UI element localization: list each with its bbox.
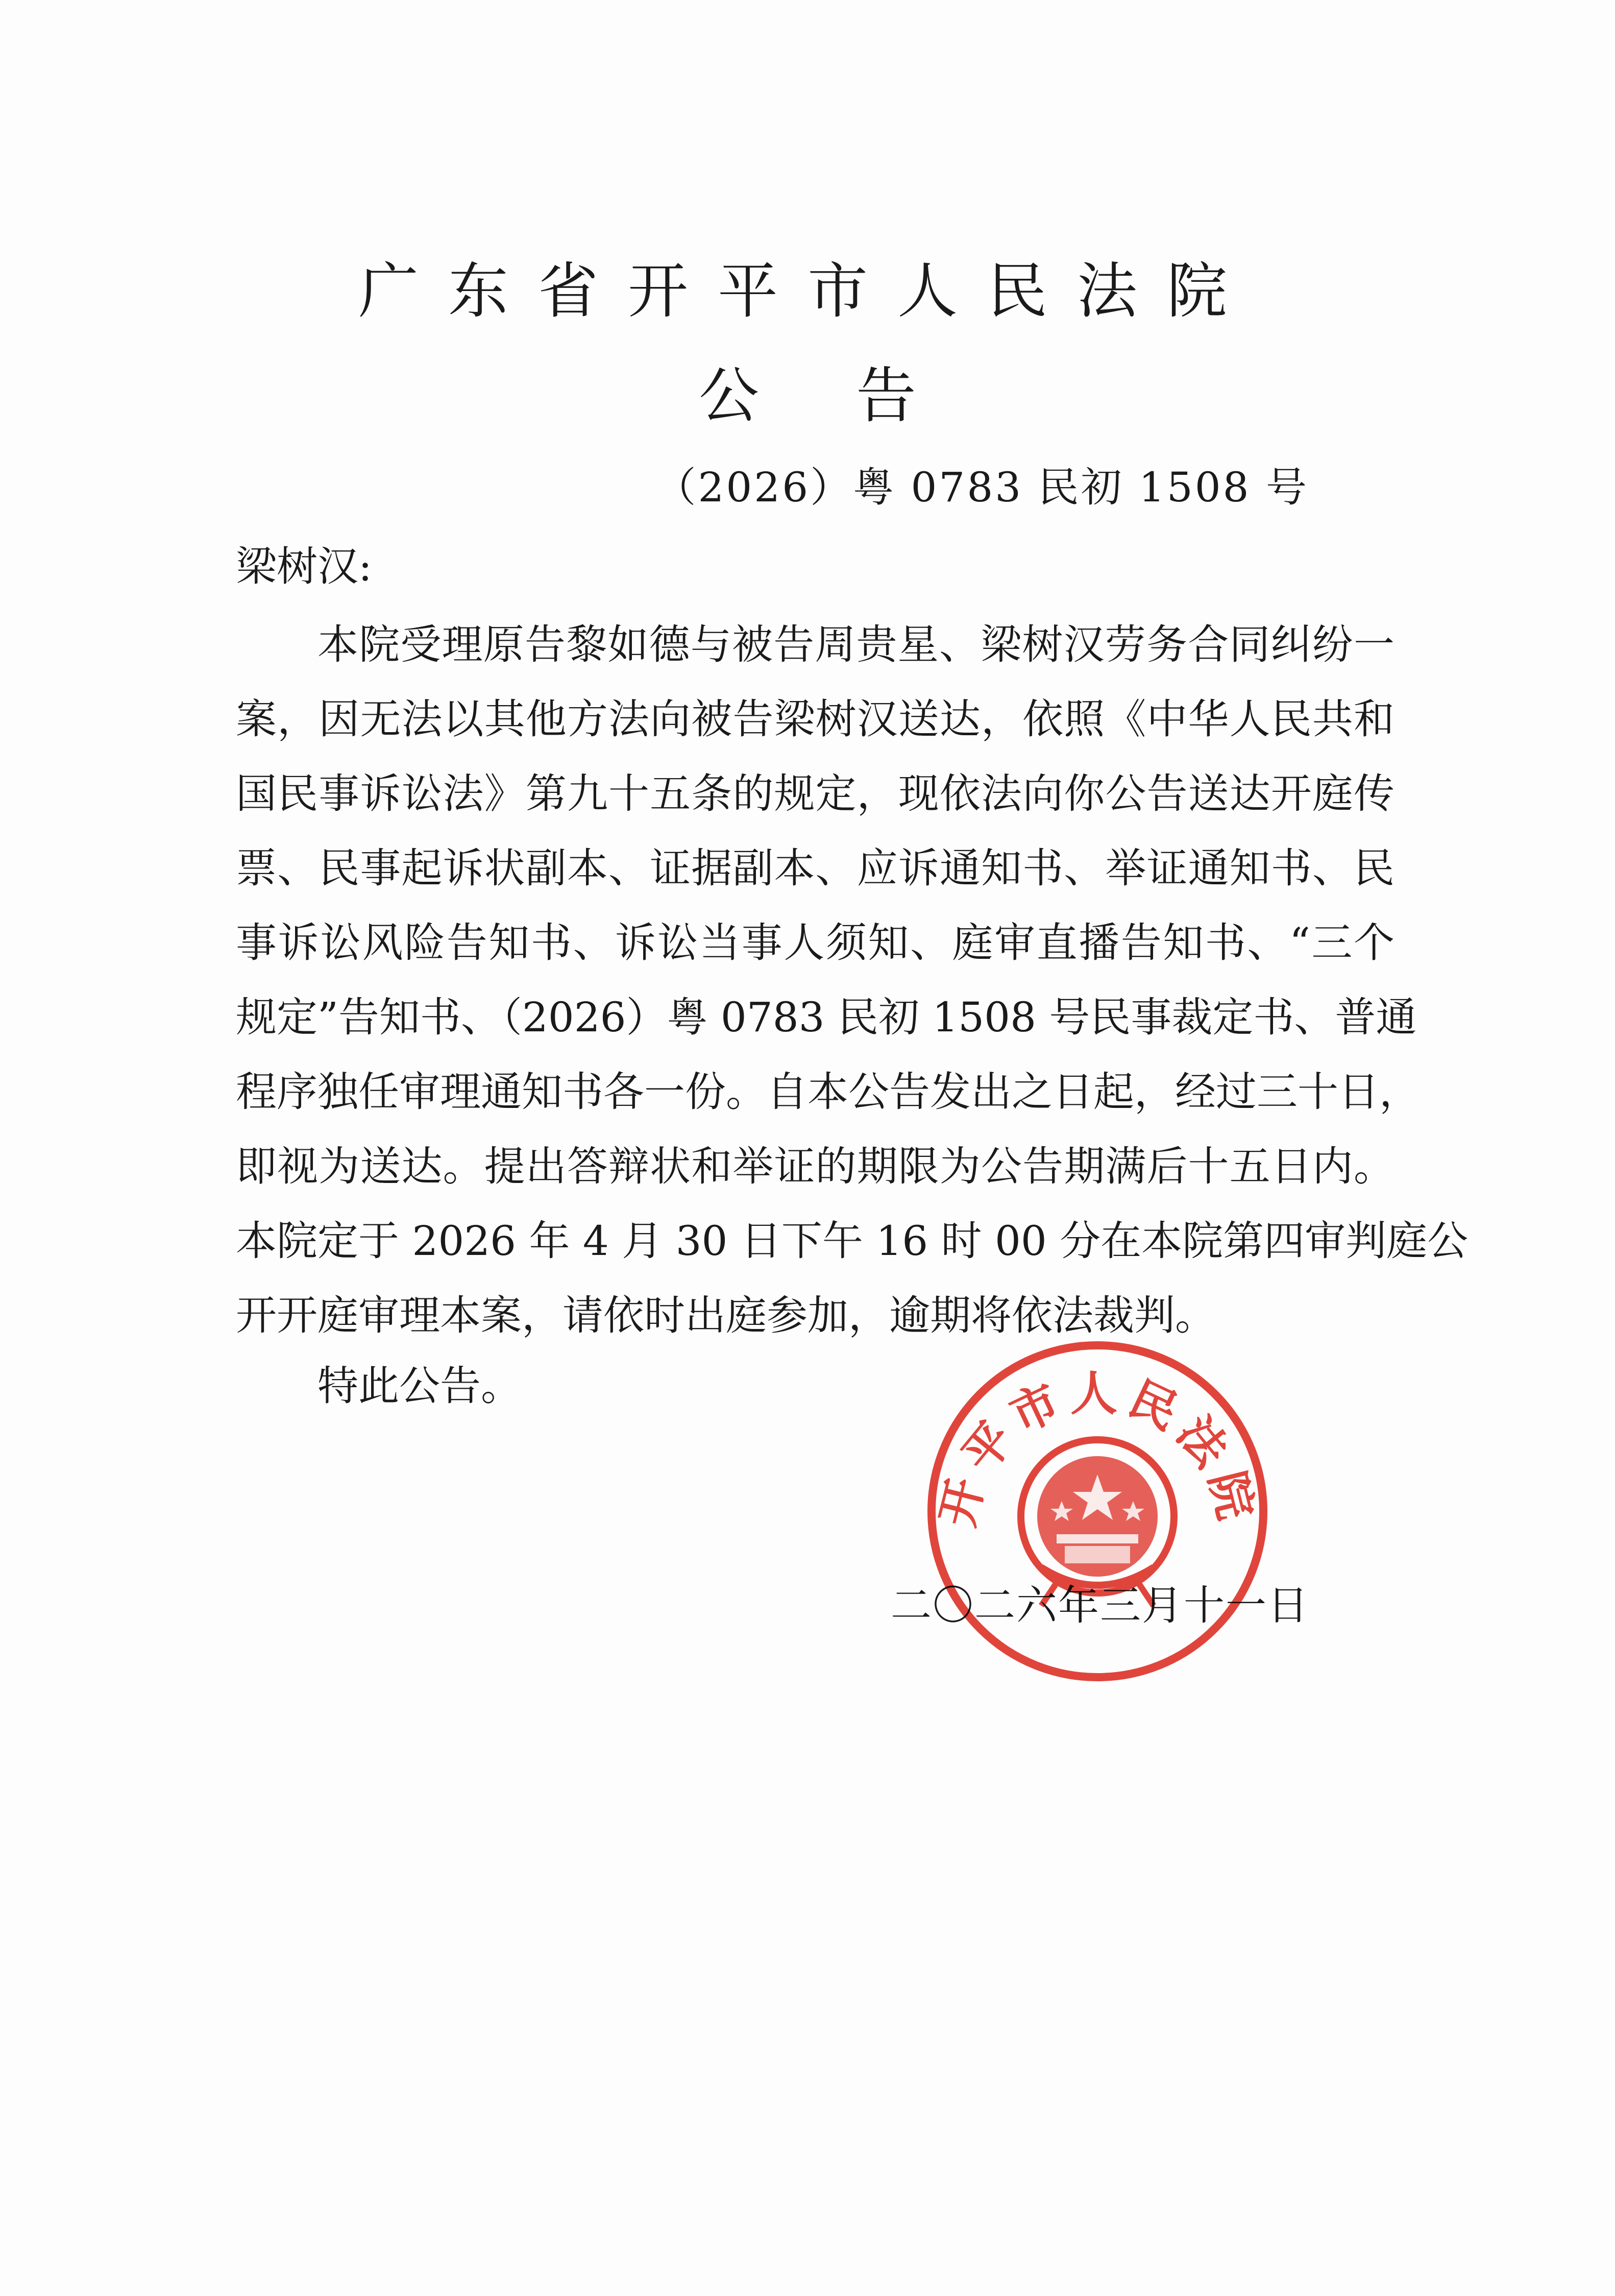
- body-line: 事诉讼风险告知书、诉讼当事人须知、庭审直播告知书、“三个: [236, 919, 1394, 966]
- body-line: 开开庭审理本案，请依时出庭参加，逾期将依法裁判。: [236, 1292, 1216, 1339]
- notice-body: [236, 608, 1469, 1353]
- body-line: 程序独任审理通知书各一份。自本公告发出之日起，经过三十日，: [236, 1068, 1420, 1116]
- body-line: 案，因无法以其他方法向被告梁树汉送达，依照《中华人民共和: [236, 695, 1394, 743]
- body-line: 本院定于 2026 年 4 月 30 日下午 16 时 00 分在本院第四审判庭公: [236, 1217, 1469, 1265]
- body-line: 票、民事起诉状副本、证据副本、应诉通知书、举证通知书、民: [236, 844, 1394, 892]
- court-seal-stamp: [914, 1327, 1281, 1695]
- court-name-heading: 广东省开平市人民法院: [358, 256, 1257, 326]
- notice-title: 公告: [698, 360, 1013, 431]
- body-line: 国民事诉讼法》第九十五条的规定，现依法向你公告送达开庭传: [236, 770, 1394, 817]
- addressee: 梁树汉:: [236, 543, 372, 590]
- body-line: 本院受理原告黎如德与被告周贵星、梁树汉劳务合同纠纷一: [317, 621, 1394, 668]
- closing-statement: 特此公告。: [317, 1362, 522, 1410]
- body-line: 规定”告知书、（2026）粤 0783 民初 1508 号民事裁定书、普通: [236, 994, 1417, 1041]
- seal-arc-text: 开平市人民法院: [929, 1366, 1266, 1532]
- national-emblem-icon: [1021, 1440, 1174, 1606]
- case-number: （2026）粤 0783 民初 1508 号: [655, 464, 1309, 511]
- issue-date: 二〇二六年三月十一日: [891, 1582, 1309, 1629]
- body-line: 即视为送达。提出答辩状和举证的期限为公告期满后十五日内。: [236, 1143, 1394, 1190]
